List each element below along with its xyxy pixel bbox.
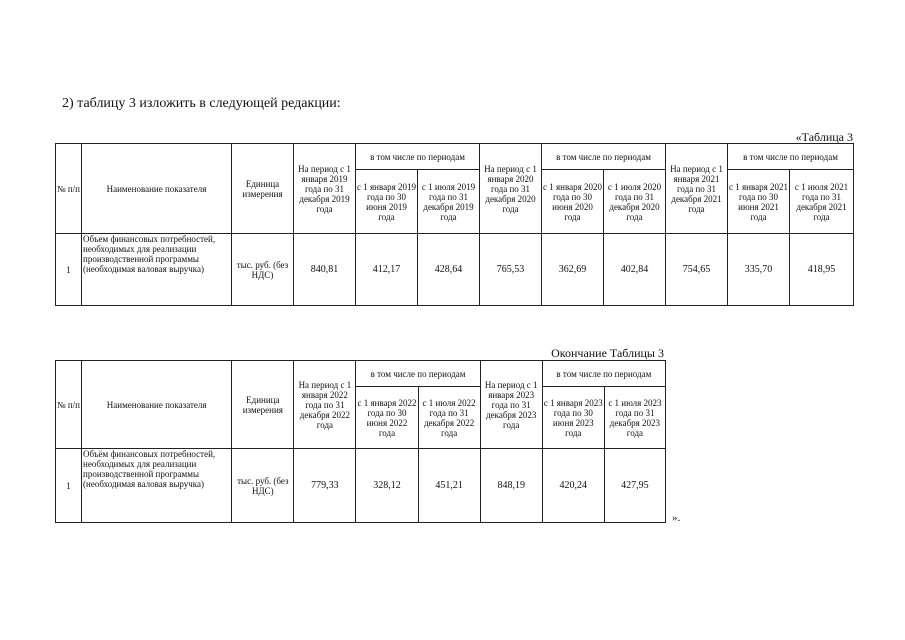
table-2 xyxy=(55,360,666,523)
value-cell: 328,12 xyxy=(356,449,418,523)
value-cell: 418,95 xyxy=(790,234,854,306)
table-1 xyxy=(55,143,854,306)
value-cell: 420,24 xyxy=(542,449,604,523)
header-period-group: в том числе по периодам xyxy=(542,361,665,387)
value-cell: 754,65 xyxy=(666,234,728,306)
header-period-group: в том числе по периодам xyxy=(356,144,480,170)
header-name: Наименование показателя xyxy=(82,361,232,449)
header-no: № п/п xyxy=(56,144,82,234)
header-half-year: с 1 января 2021 года по 30 июня 2021 года xyxy=(728,170,790,234)
header-year-total: На период с 1 января 2021 года по 31 декабря 2021 года xyxy=(666,144,728,234)
value-cell: 840,81 xyxy=(294,234,356,306)
value-cell: 362,69 xyxy=(542,234,604,306)
intro-text: 2) таблицу 3 изложить в следующей редакции: xyxy=(62,96,341,111)
row-number: 1 xyxy=(56,234,82,306)
table-row xyxy=(56,234,854,306)
header-half-year: с 1 июля 2023 года по 31 декабря 2023 года xyxy=(604,387,665,449)
value-cell: 427,95 xyxy=(604,449,665,523)
unit-cell: тыс. руб. (без НДС) xyxy=(232,449,294,523)
unit-cell: тыс. руб. (без НДС) xyxy=(232,234,294,306)
header-year-total: На период с 1 января 2020 года по 31 декабря 2020 года xyxy=(480,144,542,234)
header-year-total: На период с 1 января 2023 года по 31 декабря 2023 года xyxy=(480,361,542,449)
header-half-year: с 1 июля 2022 года по 31 декабря 2022 года xyxy=(418,387,480,449)
value-cell: 765,53 xyxy=(480,234,542,306)
value-cell: 848,19 xyxy=(480,449,542,523)
value-cell: 779,33 xyxy=(294,449,356,523)
value-cell: 451,21 xyxy=(418,449,480,523)
header-period-group: в том числе по периодам xyxy=(356,361,480,387)
row-number: 1 xyxy=(56,449,82,523)
value-cell: 412,17 xyxy=(356,234,418,306)
header-half-year: с 1 января 2022 года по 30 июня 2022 года xyxy=(356,387,418,449)
header-half-year: с 1 июля 2019 года по 31 декабря 2019 года xyxy=(418,170,480,234)
table-row xyxy=(56,449,666,523)
header-year-total: На период с 1 января 2022 года по 31 декабря 2022 года xyxy=(294,361,356,449)
table-1-caption: «Таблица 3 xyxy=(795,130,853,144)
value-cell: 428,64 xyxy=(418,234,480,306)
table-2-caption: Окончание Таблицы 3 xyxy=(551,346,664,360)
header-half-year: с 1 января 2019 года по 30 июня 2019 года xyxy=(356,170,418,234)
header-period-group: в том числе по периодам xyxy=(542,144,666,170)
header-half-year: с 1 января 2020 года по 30 июня 2020 года xyxy=(542,170,604,234)
indicator-name: Объём финансовых потребностей, необходимых для реализации производственной программы (необходимая валовая выручка) xyxy=(82,449,232,523)
header-no: № п/п xyxy=(56,361,82,449)
header-half-year: с 1 июля 2021 года по 31 декабря 2021 года xyxy=(790,170,854,234)
header-year-total: На период с 1 января 2019 года по 31 декабря 2019 года xyxy=(294,144,356,234)
header-half-year: с 1 июля 2020 года по 31 декабря 2020 года xyxy=(604,170,666,234)
header-unit: Единица измерения xyxy=(232,361,294,449)
header-unit: Единица измерения xyxy=(232,144,294,234)
header-name: Наименование показателя xyxy=(82,144,232,234)
closing-quote-mark: ». xyxy=(672,512,681,524)
header-period-group: в том числе по периодам xyxy=(728,144,854,170)
value-cell: 402,84 xyxy=(604,234,666,306)
indicator-name: Объем финансовых потребностей, необходимых для реализации производственной программы (необходимая валовая выручка) xyxy=(82,234,232,306)
value-cell: 335,70 xyxy=(728,234,790,306)
header-half-year: с 1 января 2023 года по 30 июня 2023 года xyxy=(542,387,604,449)
